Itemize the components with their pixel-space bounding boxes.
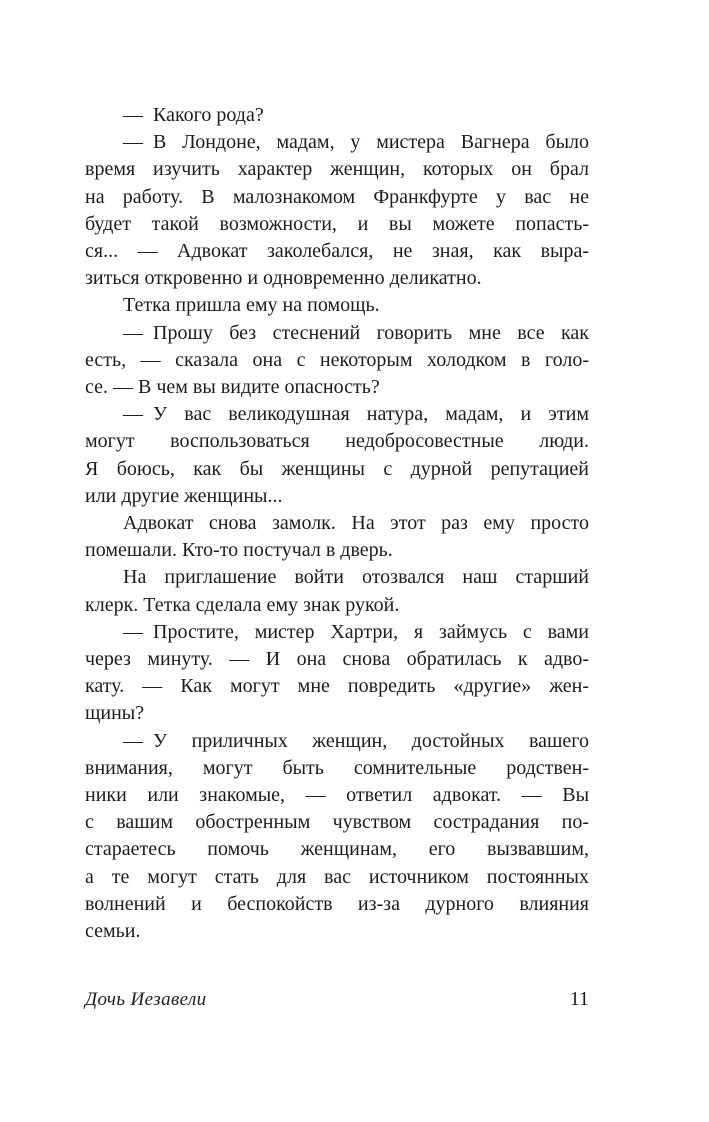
text-line: щины?	[85, 702, 145, 725]
running-title: Дочь Иезавели	[85, 989, 207, 1010]
text-line: с вашим обостренным чувством сострадания по-	[85, 811, 589, 834]
text-line: будет такой возможности, и вы можете попасть-	[85, 212, 589, 235]
text-line: семьи.	[85, 920, 141, 943]
text-line: Тетка пришла ему на помощь.	[123, 294, 380, 317]
page-text	[85, 102, 589, 945]
text-line: ся... — Адвокат заколебался, не зная, как выра-	[85, 240, 589, 263]
text-line: се. — В чем вы видите опасность?	[85, 376, 380, 399]
text-line: а те могут стать для вас источником постоянных	[85, 865, 589, 888]
text-line: — У вас великодушная натура, мадам, и этим	[123, 403, 589, 426]
text-line: — Простите, мистер Хартри, я займусь с вами	[123, 620, 589, 643]
text-line: Я боюсь, как бы женщины с дурной репутацией	[85, 457, 589, 480]
text-line: или другие женщины...	[85, 484, 283, 507]
text-line: на работу. В малознакомом Франкфурте у вас не	[85, 185, 589, 208]
text-line: зиться откровенно и одновременно деликатно.	[85, 267, 482, 290]
text-line: — В Лондоне, мадам, у мистера Вагнера было	[123, 131, 589, 154]
text-line: — Прошу без стеснений говорить мне все как	[123, 321, 589, 344]
text-line: клерк. Тетка сделала ему знак рукой.	[85, 593, 400, 616]
text-line: кату. — Как могут мне повредить «другие» жен-	[85, 675, 589, 698]
text-line: есть, — сказала она с некоторым холодком в голо-	[85, 348, 589, 371]
text-line: ники или знакомые, — ответил адвокат. — Вы	[85, 784, 589, 807]
text-line: волнений и беспокойств из-за дурного влияния	[85, 892, 589, 915]
text-line: — У приличных женщин, достойных вашего	[123, 729, 589, 752]
text-line: внимания, могут быть сомнительные родствен-	[85, 756, 589, 779]
text-line: могут воспользоваться недобросовестные люди.	[85, 430, 589, 453]
text-line: стараетесь помочь женщинам, его вызвавшим,	[85, 838, 589, 861]
text-line: помешали. Кто-то постучал в дверь.	[85, 539, 393, 562]
text-line: На приглашение войти отозвался наш старший	[123, 566, 589, 589]
text-line: Адвокат снова замолк. На этот раз ему просто	[123, 512, 589, 535]
text-line: через минуту. — И она снова обратилась к адво-	[85, 648, 589, 671]
page-footer	[85, 986, 589, 1013]
text-line: — Какого рода?	[123, 104, 264, 126]
page-number: 11	[569, 988, 589, 1010]
text-line: время изучить характер женщин, которых он брал	[85, 158, 589, 181]
